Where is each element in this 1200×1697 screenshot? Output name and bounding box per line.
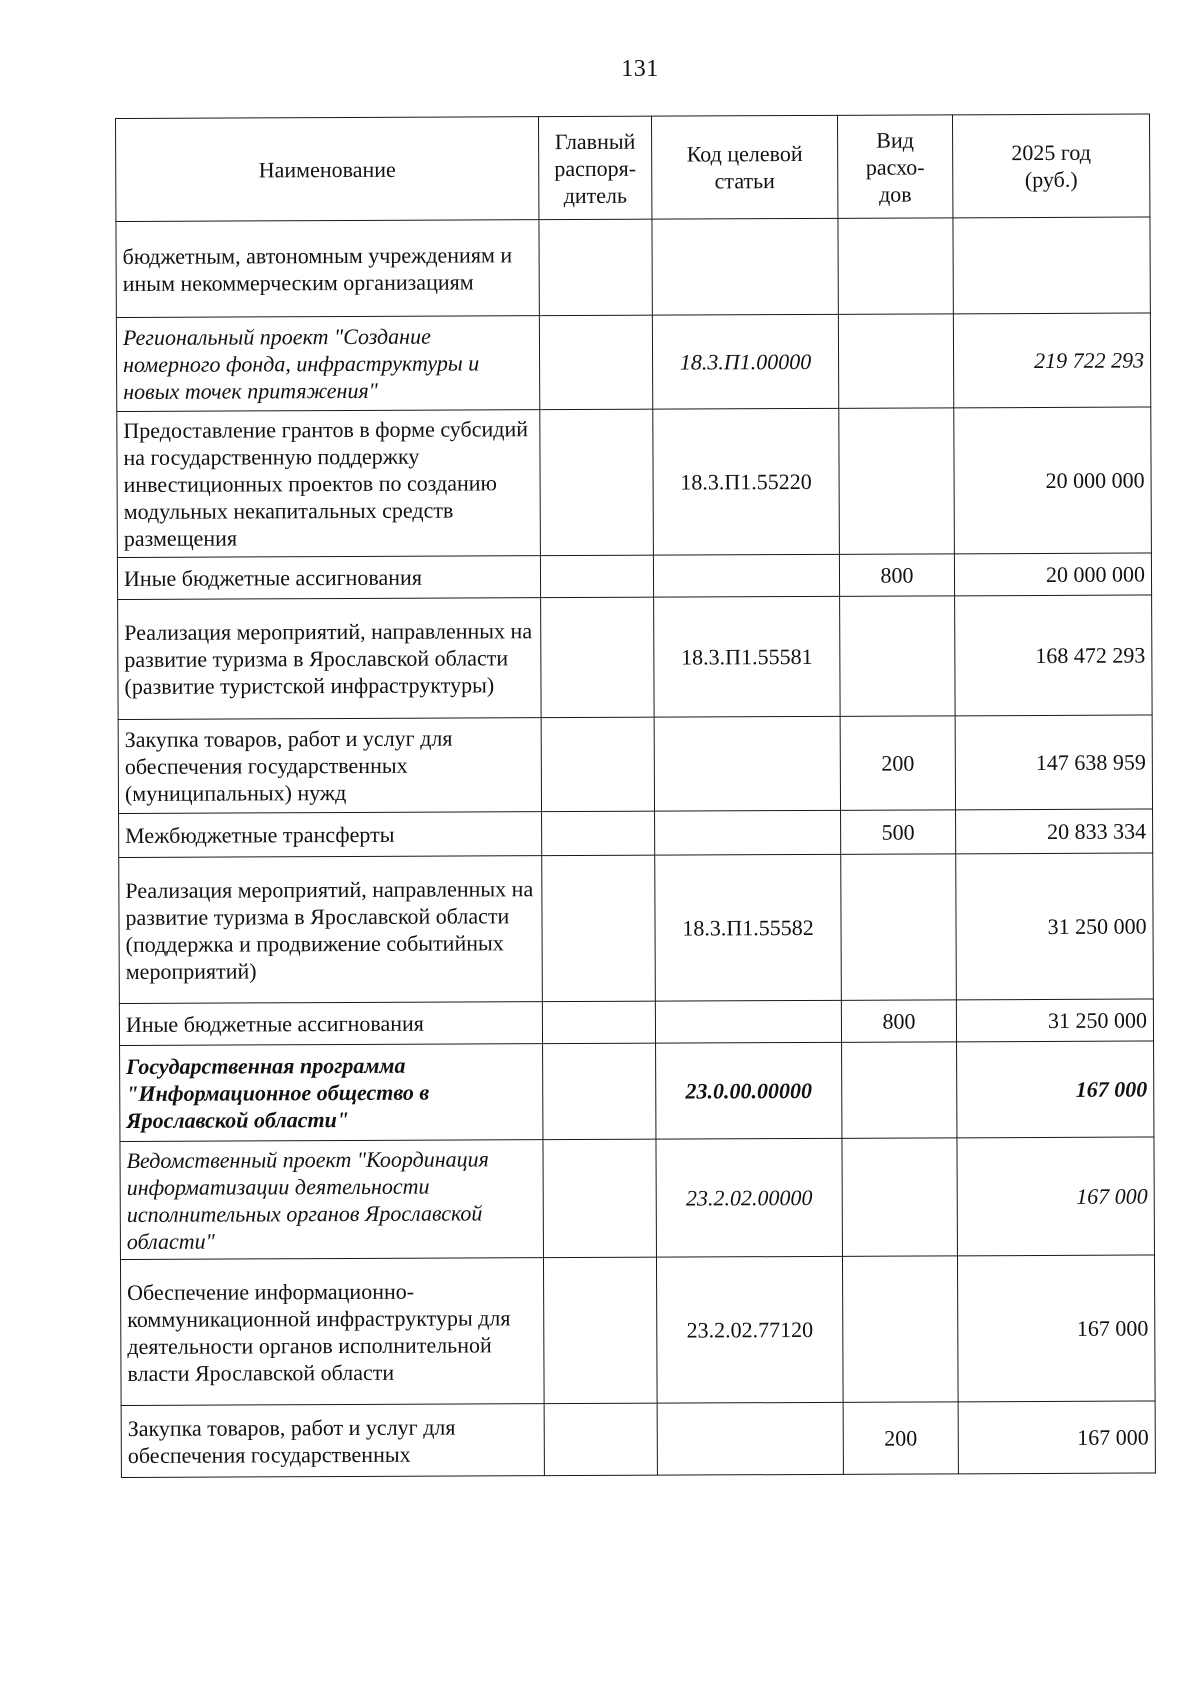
cell-admin — [540, 409, 654, 555]
cell-admin — [539, 219, 652, 315]
cell-admin — [540, 555, 653, 597]
cell-amount: 167 000 — [957, 1137, 1155, 1256]
cell-code — [657, 1402, 843, 1475]
table-row — [119, 809, 1153, 858]
cell-admin — [542, 811, 655, 855]
table-row — [119, 999, 1153, 1046]
cell-code: 18.3.П1.55220 — [653, 408, 840, 555]
table-row — [120, 1255, 1155, 1406]
cell-admin — [543, 1139, 657, 1257]
cell-type — [839, 408, 955, 555]
cell-amount: 31 250 000 — [956, 853, 1154, 1000]
cell-name: Реализация мероприятий, направленных на развитие туризма в Ярославской области (развитие туристской инфраструктуры) — [118, 598, 542, 720]
cell-code: 23.2.02.77120 — [656, 1256, 843, 1403]
cell-name: Иные бюджетные ассигнования — [119, 1002, 542, 1046]
table-row — [121, 1401, 1155, 1478]
cell-name: Межбюджетные трансферты — [119, 812, 542, 858]
cell-amount — [953, 217, 1150, 314]
cell-amount: 31 250 000 — [956, 999, 1153, 1042]
cell-amount: 20 000 000 — [954, 407, 1152, 554]
cell-code: 23.2.02.00000 — [656, 1138, 843, 1257]
cell-type — [840, 596, 956, 717]
cell-name: бюджетным, автономным учреждениям и иным некоммерческим организациям — [116, 220, 539, 318]
header-admin: Главный распоря-дитель — [538, 116, 651, 219]
cell-type: 800 — [839, 554, 954, 597]
budget-table — [115, 113, 1156, 1478]
header-code: Код целевой статьи — [651, 115, 837, 219]
cell-code: 18.3.П1.55582 — [655, 854, 842, 1001]
table-row — [117, 407, 1152, 558]
cell-name: Закупка товаров, работ и услуг для обеспечения государственных — [121, 1404, 544, 1478]
cell-name: Ведомственный проект "Координация информатизации деятельности исполнительных органов Ярославской области" — [120, 1140, 544, 1260]
table-row — [120, 1137, 1155, 1260]
cell-name: Реализация мероприятий, направленных на развитие туризма в Ярославской области (поддержка и продвижение событийных мероприятий) — [119, 856, 543, 1004]
page-number: 131 — [621, 56, 659, 82]
cell-admin — [541, 717, 654, 811]
cell-code: 18.3.П1.00000 — [652, 314, 838, 409]
table-row — [118, 595, 1153, 720]
table-row — [118, 715, 1152, 814]
cell-type — [838, 314, 953, 409]
table-row — [120, 1041, 1154, 1142]
cell-code — [653, 554, 839, 597]
cell-type — [842, 1138, 958, 1257]
cell-amount: 167 000 — [958, 1401, 1155, 1474]
table-row — [116, 313, 1150, 412]
cell-admin — [542, 855, 656, 1001]
cell-amount: 20 000 000 — [954, 553, 1151, 596]
header-amount: 2025 год (руб.) — [952, 114, 1149, 218]
cell-code — [655, 810, 841, 855]
cell-amount: 147 638 959 — [955, 715, 1152, 810]
cell-admin — [541, 597, 655, 717]
table-row — [116, 217, 1150, 318]
header-type: Вид расхо-дов — [837, 115, 952, 219]
header-name: Наименование — [116, 117, 539, 222]
cell-amount: 219 722 293 — [953, 313, 1150, 408]
cell-code: 23.0.00.00000 — [656, 1042, 842, 1139]
cell-amount: 20 833 334 — [956, 809, 1153, 854]
cell-name: Обеспечение информационно-коммуникационной инфраструктуры для деятельности органов исполнительной власти Ярославской области — [120, 1258, 544, 1406]
cell-name: Региональный проект "Создание номерного фонда, инфраструктуры и новых точек притяжения" — [116, 316, 539, 412]
cell-admin — [544, 1403, 657, 1475]
cell-code: 18.3.П1.55581 — [654, 596, 841, 717]
cell-amount: 167 000 — [957, 1041, 1154, 1138]
cell-code — [652, 218, 838, 315]
table-header-row — [116, 114, 1150, 222]
cell-type — [842, 1256, 958, 1403]
cell-code — [655, 1000, 841, 1043]
table-body — [116, 217, 1155, 1477]
table-row — [119, 853, 1154, 1004]
cell-type: 500 — [841, 810, 956, 855]
table-row — [117, 553, 1151, 600]
cell-name: Предоставление грантов в форме субсидий на государственную поддержку инвестиционных проектов по созданию модульных некапитальных средств размещения — [117, 410, 541, 558]
cell-name: Государственная программа "Информационное общество в Ярославской области" — [120, 1044, 543, 1142]
cell-type — [841, 854, 957, 1001]
cell-admin — [542, 1001, 655, 1043]
cell-name: Иные бюджетные ассигнования — [117, 556, 540, 600]
cell-code — [654, 716, 840, 811]
cell-type — [842, 1042, 957, 1139]
cell-name: Закупка товаров, работ и услуг для обеспечения государственных (муниципальных) нужд — [118, 718, 541, 814]
cell-amount: 168 472 293 — [955, 595, 1153, 716]
cell-type: 800 — [841, 1000, 956, 1043]
cell-admin — [543, 1043, 656, 1139]
cell-admin — [543, 1257, 657, 1403]
cell-amount: 167 000 — [957, 1255, 1155, 1402]
cell-admin — [539, 315, 652, 409]
cell-type: 200 — [843, 1402, 958, 1475]
cell-type: 200 — [840, 716, 955, 811]
cell-type — [838, 218, 953, 315]
